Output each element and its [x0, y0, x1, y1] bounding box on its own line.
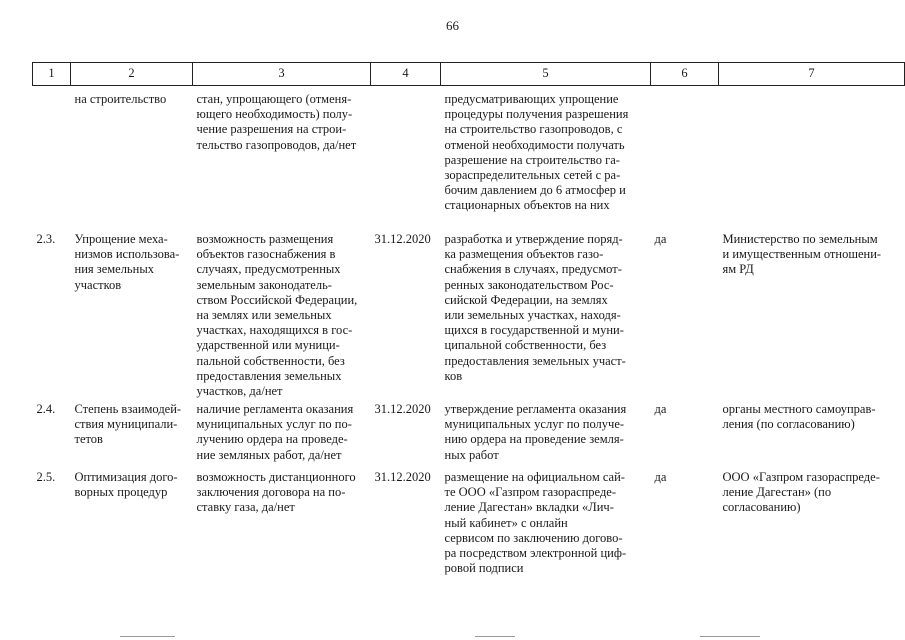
flag-value: да	[654, 402, 667, 416]
measure-name: на строительство	[74, 92, 167, 106]
header-col-7: 7	[719, 63, 905, 86]
action-text: предусматривающих упрощение процедуры получения разрешения на строительство газопроводов, с отменой необходимости получать разрешение на строительство га- зораспределительных сетей с ра- бочим давлением до 6 атмосфер и стационарных объектов на них	[444, 92, 629, 213]
item-number: 2.5.	[36, 470, 56, 484]
indicator-text: наличие регламента оказания муниципальных услуг по по- лучению ордера на проведе- ние земляных работ, да/нет	[196, 402, 354, 462]
header-col-5: 5	[441, 63, 651, 86]
deadline-date: 31.12.2020	[374, 232, 431, 246]
flag-value: да	[654, 232, 667, 246]
header-col-1: 1	[33, 63, 71, 86]
header-col-3: 3	[193, 63, 371, 86]
indicator-text: стан, упрощающего (отменя- ющего необходимость) полу- чение разрешения на строи- тельство газопроводов, да/нет	[196, 92, 357, 152]
scan-artifact-line	[700, 636, 760, 637]
action-text: размещение на официальном сай- те ООО «Газпром газораспреде- ление Дагестан» вкладки «Лич- ный кабинет» с онлайн сервисом по заключению догово- ра посредством электронной циф- ровой подписи	[444, 470, 627, 576]
header-col-4: 4	[371, 63, 441, 86]
measure-name: Степень взаимодей- ствия муниципали- тетов	[74, 402, 182, 447]
header-col-6: 6	[651, 63, 719, 86]
action-text: разработка и утверждение поряд- ка размещения объектов газо- снабжения в случаях, предусмот- ренных законодательством Рос- сийской Федерации, на землях или земельных участках, находя- щихся в государственной и муни- ципальной собственности, без предоставления земельных участ- ков	[444, 232, 626, 383]
deadline-date: 31.12.2020	[374, 470, 431, 484]
measures-table	[32, 62, 905, 576]
responsible-party: Министерство по земельным и имущественным отношени- ям РД	[722, 232, 882, 277]
item-number: 2.4.	[36, 402, 56, 416]
table-row	[33, 470, 905, 576]
table-row	[33, 232, 905, 402]
responsible-party: ООО «Газпром газораспреде- ление Дагестан» (по согласованию)	[722, 470, 880, 515]
measure-name: Упрощение меха- низмов использова- ния земельных участков	[74, 232, 180, 292]
scan-artifact-line	[475, 636, 515, 637]
scan-artifact-line	[120, 636, 175, 637]
action-text: утверждение регламента оказания муниципальных услуг по получе- нию ордера на проведение земля- ных работ	[444, 402, 627, 462]
page-number: 66	[446, 18, 459, 33]
flag-value: да	[654, 470, 667, 484]
indicator-text: возможность дистанционного заключения договора на по- ставку газа, да/нет	[196, 470, 356, 515]
item-number: 2.3.	[36, 232, 56, 246]
deadline-date: 31.12.2020	[374, 402, 431, 416]
table-row	[33, 86, 905, 233]
table-row	[33, 402, 905, 470]
indicator-text: возможность размещения объектов газоснабжения в случаях, предусмотренных земельным законодатель- ством Российской Федерации, на землях или земельных участках, находящихся в гос- ударственной или муници- пальной собственности, без предоставления земельных участков, да/нет	[196, 232, 358, 399]
responsible-party: органы местного самоуправ- ления (по согласованию)	[722, 402, 876, 432]
table-header-row	[33, 63, 905, 86]
header-col-2: 2	[71, 63, 193, 86]
measure-name: Оптимизация дого- ворных процедур	[74, 470, 178, 500]
